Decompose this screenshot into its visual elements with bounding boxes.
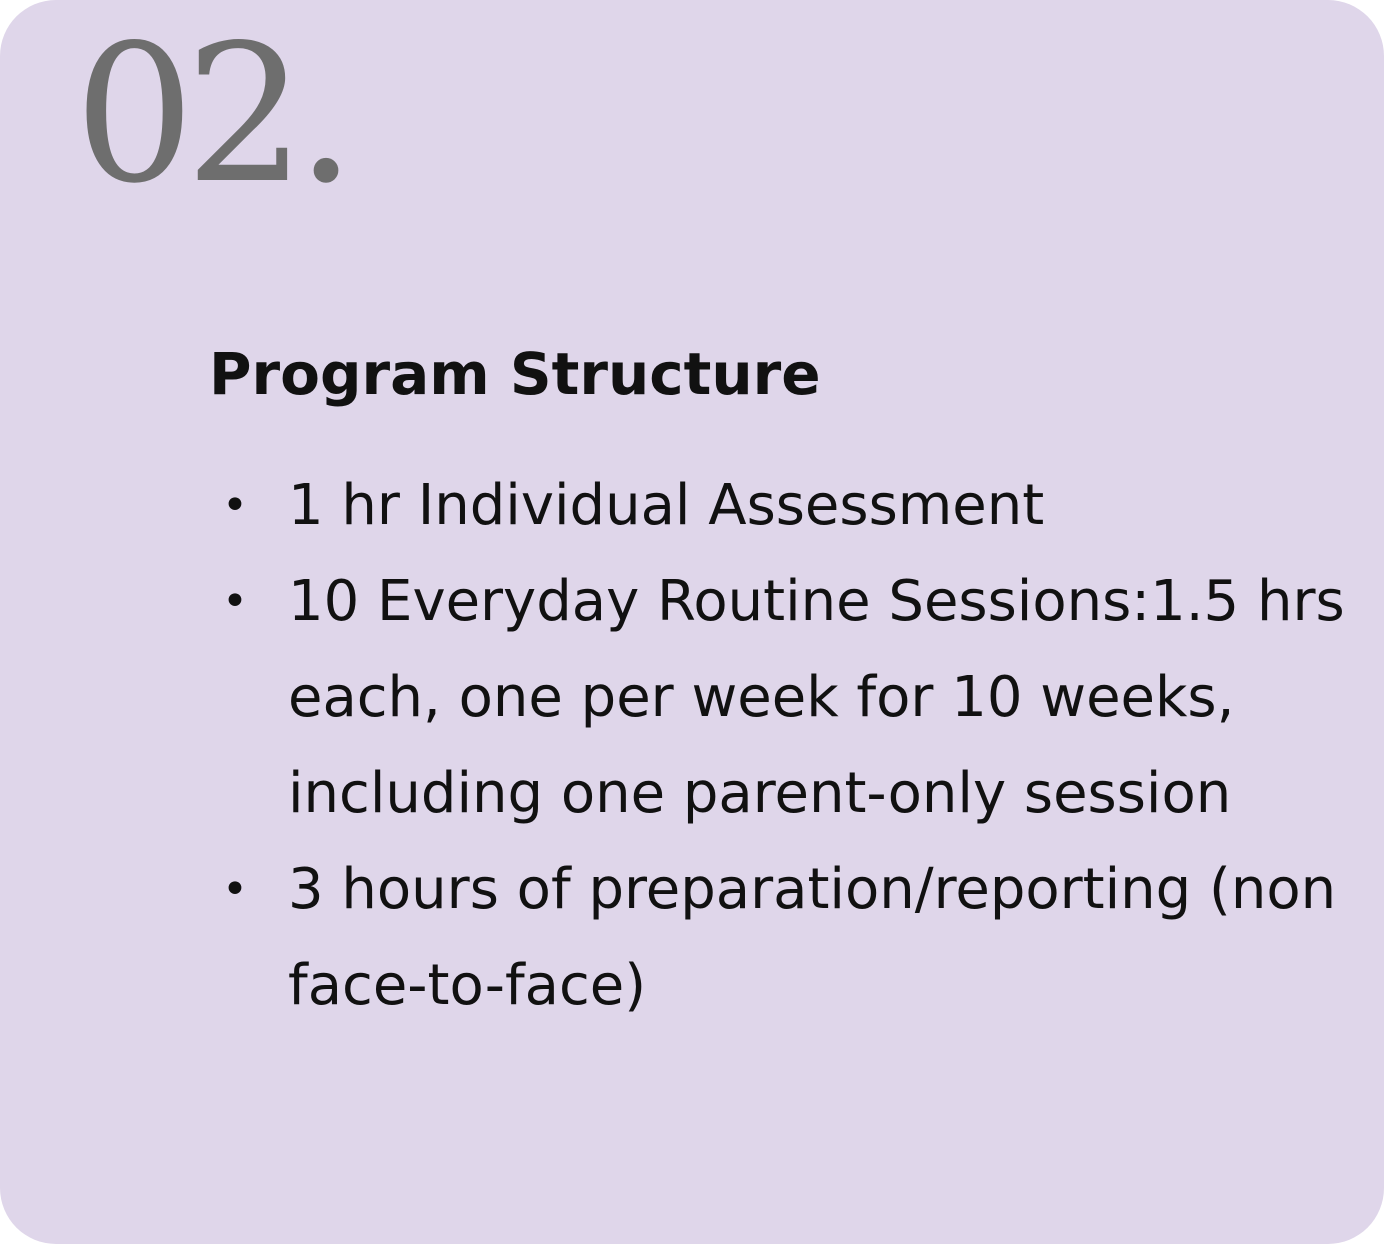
list-item	[222, 458, 1352, 554]
bullet-icon: •	[222, 480, 248, 531]
card-title: Program Structure	[209, 340, 821, 408]
list-item-text: 1 hr Individual Assessment	[288, 473, 1045, 538]
program-list	[222, 458, 1352, 1034]
list-item-text: 10 Everyday Routine Sessions:1.5 hrs each, one per week for 10 weeks, including one parent-only session	[288, 569, 1345, 826]
list-item-text: 3 hours of preparation/reporting (non face-to-face)	[288, 857, 1337, 1018]
step-number: 02.	[74, 4, 347, 225]
bullet-icon: •	[222, 864, 248, 915]
list-item	[222, 842, 1352, 1034]
bullet-icon: •	[222, 576, 248, 627]
list-item	[222, 554, 1352, 842]
